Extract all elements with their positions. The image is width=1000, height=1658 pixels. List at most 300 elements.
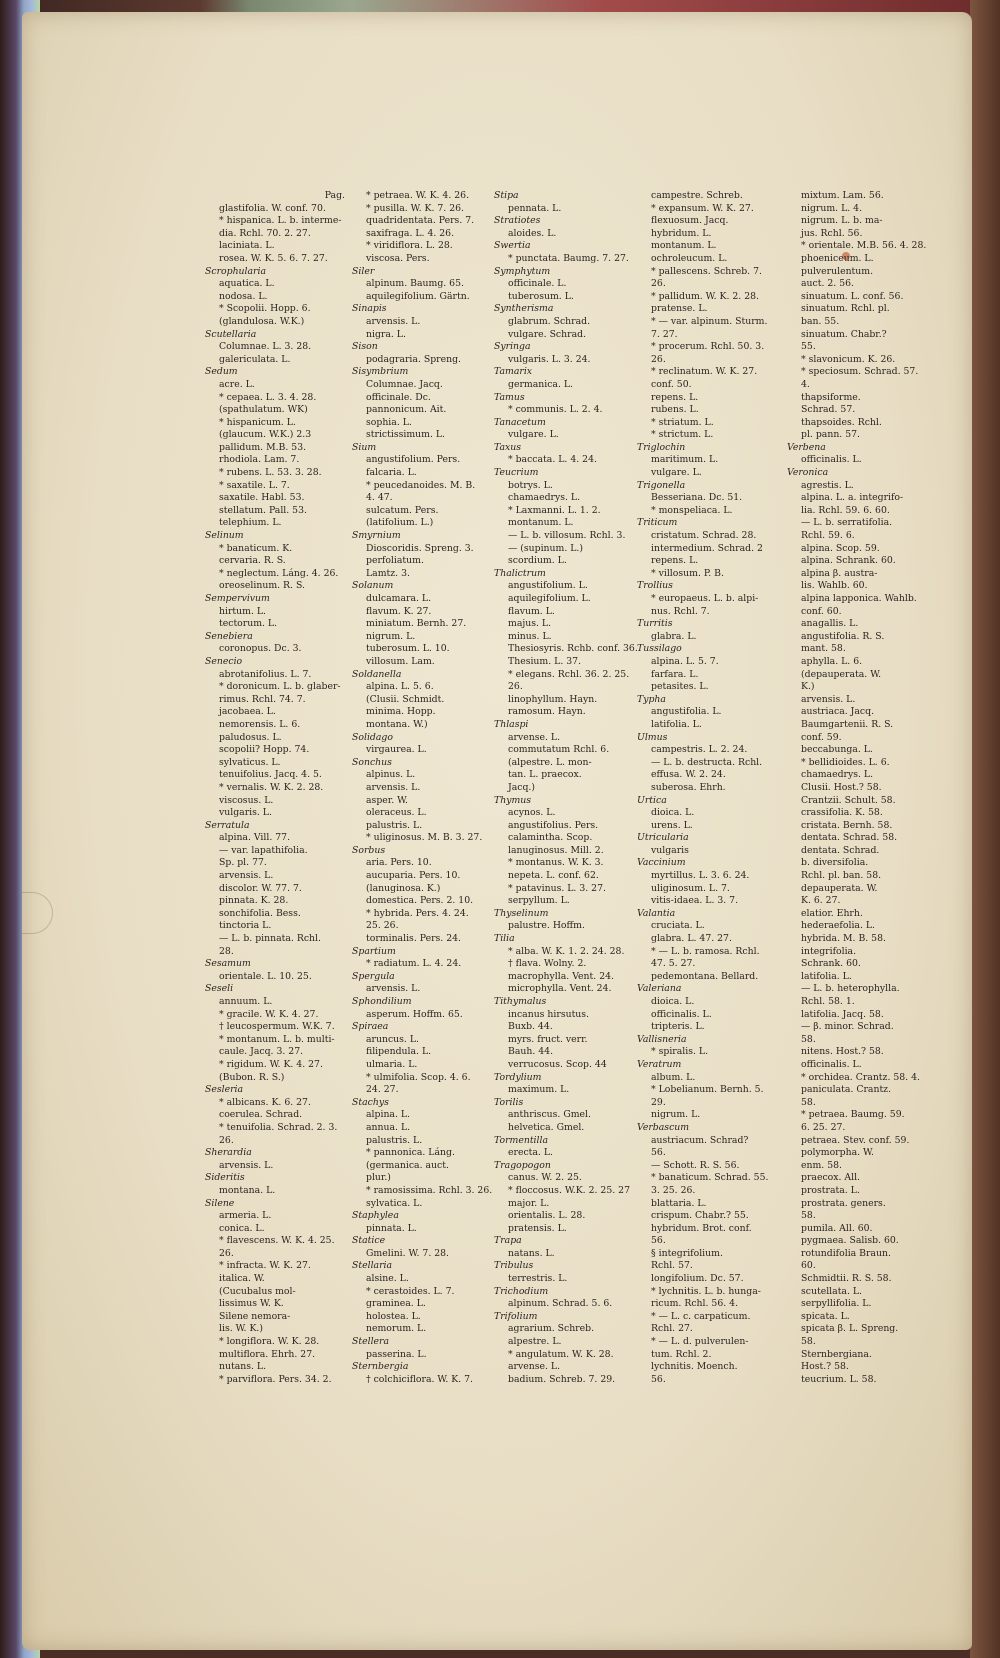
index-line: agrarium. Schreb. bbox=[508, 1323, 595, 1335]
index-line: palustris. L. bbox=[366, 1134, 423, 1146]
index-line: virgaurea. L. bbox=[366, 744, 427, 756]
index-line: Stratiotes bbox=[494, 215, 541, 227]
index-line: * pannonica. Láng. bbox=[366, 1147, 455, 1159]
index-line: * parviflora. Pers. 34. 2. bbox=[219, 1373, 332, 1385]
index-line: officinalis. L. bbox=[651, 1008, 712, 1020]
index-line: * longiflora. W. K. 28. bbox=[219, 1336, 320, 1348]
index-line: Torilis bbox=[494, 1096, 524, 1108]
index-line: 24. 27. bbox=[366, 1084, 399, 1096]
index-line: (depauperata. W. bbox=[801, 668, 882, 680]
index-line: nemorensis. L. 6. bbox=[219, 718, 301, 730]
index-line: * ramosissima. Rchl. 3. 26. bbox=[366, 1184, 493, 1196]
index-line: — var. lapathifolia. bbox=[219, 844, 308, 856]
index-line: Veratrum bbox=[637, 1058, 682, 1070]
index-line: * gracile. W. K. 4. 27. bbox=[219, 1008, 319, 1020]
index-line: asperum. Hoffm. 65. bbox=[366, 1008, 463, 1020]
index-line: spicata. L. bbox=[801, 1310, 850, 1322]
index-line: Sorbus bbox=[352, 844, 386, 856]
index-line: 29. bbox=[651, 1096, 666, 1108]
index-line: Tragopogon bbox=[494, 1159, 551, 1171]
index-line: rosea. W. K. 5. 6. 7. 27. bbox=[219, 252, 328, 264]
index-line: Siler bbox=[352, 265, 375, 277]
index-line: Bauh. 44. bbox=[508, 1046, 554, 1058]
index-line: urens. L. bbox=[651, 819, 693, 831]
index-line: pl. pann. 57. bbox=[801, 429, 860, 441]
index-line: Stellaria bbox=[352, 1260, 393, 1272]
index-line: flexuosum. Jacq. bbox=[651, 215, 729, 227]
index-column-4 bbox=[637, 190, 795, 1386]
index-line: Columnae. Jacq. bbox=[366, 378, 443, 390]
index-line: Clusii. Host.? 58. bbox=[801, 781, 882, 793]
index-line: nigrum. L. bbox=[651, 1109, 701, 1121]
index-line: thapsoides. Rchl. bbox=[801, 416, 882, 428]
index-line: villosum. Lam. bbox=[366, 655, 435, 667]
index-line: botrys. L. bbox=[508, 479, 553, 491]
index-line: arvensis. L. bbox=[366, 781, 421, 793]
index-line: angustifolia. R. S. bbox=[801, 630, 885, 642]
index-line: discolor. W. 77. 7. bbox=[219, 882, 302, 894]
index-line: 25. 26. bbox=[366, 920, 399, 932]
index-line: * peucedanoides. M. B. bbox=[366, 479, 476, 491]
index-line: pinnata. L. bbox=[366, 1222, 417, 1234]
index-line: * uliginosus. M. B. 3. 27. bbox=[366, 832, 483, 844]
index-line: flavum. K. 27. bbox=[366, 605, 432, 617]
index-line: * petraea. Baumg. 59. bbox=[801, 1109, 905, 1121]
index-line: commutatum Rchl. 6. bbox=[508, 744, 610, 756]
index-line: * radiatum. L. 4. 24. bbox=[366, 958, 462, 970]
index-line: sonchifolia. Bess. bbox=[219, 907, 301, 919]
index-line: alpina. L. a. integrifo- bbox=[801, 492, 904, 504]
index-line: * angulatum. W. K. 28. bbox=[508, 1348, 614, 1360]
index-line: glastifolia. W. conf. 70. bbox=[219, 202, 326, 214]
index-line: integrifolia. bbox=[801, 945, 857, 957]
index-line: K. 6. 27. bbox=[801, 895, 841, 907]
index-line: Vaccinium bbox=[637, 857, 686, 869]
index-line: austriaca. Jacq. bbox=[801, 706, 875, 718]
index-line: Host.? 58. bbox=[801, 1361, 849, 1373]
index-line: Verbena bbox=[787, 441, 826, 453]
index-line: Rchl. 27. bbox=[651, 1323, 693, 1335]
index-line: Tilia bbox=[494, 933, 515, 945]
index-line: 28. bbox=[219, 945, 234, 957]
index-line: hybrida. M. B. 58. bbox=[801, 933, 886, 945]
index-line: lis. Wahlb. 60. bbox=[801, 580, 868, 592]
index-line: * orientale. M.B. 56. 4. 28. bbox=[801, 240, 927, 252]
index-line: Dioscoridis. Spreng. 3. bbox=[366, 542, 474, 554]
index-line: Trichodium bbox=[494, 1285, 549, 1297]
index-line: 4. 47. bbox=[366, 492, 393, 504]
index-line: alpestre. L. bbox=[508, 1336, 562, 1348]
index-line: crispum. Chabr.? 55. bbox=[651, 1210, 749, 1222]
index-line: minus. L. bbox=[508, 630, 552, 642]
index-line: * pallescens. Schreb. 7. bbox=[651, 265, 762, 277]
index-line: Smyrnium bbox=[352, 530, 401, 542]
index-line: hirtum. L. bbox=[219, 605, 266, 617]
index-line: montana. W.) bbox=[366, 718, 428, 730]
index-line: armeria. L. bbox=[219, 1210, 272, 1222]
index-line: 26. bbox=[219, 1134, 234, 1146]
index-line: vulgare. Schrad. bbox=[508, 328, 587, 340]
index-line: Besseriana. Dc. 51. bbox=[651, 492, 743, 504]
index-line: viscosus. L. bbox=[219, 794, 274, 806]
index-line: elatior. Ehrh. bbox=[801, 907, 863, 919]
index-line: Spartium bbox=[352, 945, 396, 957]
index-line: * — L. c. carpaticum. bbox=[651, 1310, 751, 1322]
index-line: vulgare. L. bbox=[508, 429, 559, 441]
index-line: * — L. b. ramosa. Rchl. bbox=[651, 945, 760, 957]
index-line: Lamtz. 3. bbox=[366, 567, 410, 579]
index-line: ban. 55. bbox=[801, 315, 840, 327]
index-line: lissimus W. K. bbox=[219, 1298, 284, 1310]
index-line: alpinum. Baumg. 65. bbox=[366, 278, 464, 290]
index-line: austriacum. Schrad? bbox=[651, 1134, 749, 1146]
index-line: * strictum. L. bbox=[651, 429, 714, 441]
index-line: montanum. L. bbox=[651, 240, 717, 252]
index-line: acre. L. bbox=[219, 378, 255, 390]
index-line: K.) bbox=[801, 681, 815, 693]
index-line: alpina. Vill. 77. bbox=[219, 832, 291, 844]
index-line: incanus hirsutus. bbox=[508, 1008, 590, 1020]
index-line: * rubens. L. 53. 3. 28. bbox=[219, 467, 322, 479]
index-line: * infracta. W. K. 27. bbox=[219, 1260, 311, 1272]
book-page bbox=[22, 12, 972, 1650]
index-line: Schrank. 60. bbox=[801, 958, 861, 970]
index-line: anthriscus. Gmel. bbox=[508, 1109, 591, 1121]
index-line: * montanum. L. b. multi- bbox=[219, 1033, 335, 1045]
index-line: Ulmus bbox=[637, 731, 668, 743]
index-line: (glaucum. W.K.) 2.3 bbox=[219, 429, 312, 441]
index-line: Tussilago bbox=[637, 643, 682, 655]
index-line: viscosa. Pers. bbox=[366, 252, 430, 264]
index-line: lia. Rchl. 59. 6. 60. bbox=[801, 504, 890, 516]
index-line: (germanica. auct. bbox=[366, 1159, 449, 1171]
index-line: dulcamara. L. bbox=[366, 593, 432, 604]
index-line: scopolii? Hopp. 74. bbox=[219, 744, 310, 756]
index-line: jacobaea. L. bbox=[219, 706, 276, 718]
index-line: tan. L. praecox. bbox=[508, 769, 582, 781]
index-line: Selinum bbox=[205, 530, 244, 542]
index-line: 6. 25. 27. bbox=[801, 1121, 846, 1133]
index-line: Valeriana bbox=[637, 983, 682, 995]
index-line: Pag. bbox=[324, 190, 345, 201]
index-line: palustris. L. bbox=[366, 819, 423, 831]
index-line: — L. b. heterophylla. bbox=[801, 983, 900, 995]
index-line: Sideritis bbox=[205, 1172, 245, 1184]
index-line: Urtica bbox=[637, 794, 667, 806]
index-line: pygmaea. Salisb. 60. bbox=[801, 1235, 899, 1247]
index-line: Syntherisma bbox=[494, 303, 554, 315]
index-line: * viridiflora. L. 28. bbox=[366, 240, 453, 252]
index-line: quadridentata. Pers. 7. bbox=[366, 215, 475, 227]
index-line: vitis-idaea. L. 3. 7. bbox=[651, 895, 739, 907]
index-line: Utricularia bbox=[637, 832, 689, 844]
index-line: * cepaea. L. 3. 4. 28. bbox=[219, 391, 317, 403]
index-line: mant. 58. bbox=[801, 643, 846, 655]
index-line: arvensis. L. bbox=[366, 983, 421, 995]
index-line: Symphytum bbox=[494, 265, 551, 277]
index-line: dioica. L. bbox=[651, 996, 695, 1007]
index-line: tectorum. L. bbox=[219, 618, 278, 630]
index-line: 58. bbox=[801, 1210, 816, 1222]
index-line: officinalis. L. bbox=[801, 454, 862, 466]
index-column-2 bbox=[352, 190, 510, 1386]
index-line: terrestris. L. bbox=[508, 1273, 568, 1285]
index-line: petraea. Stev. conf. 59. bbox=[801, 1134, 910, 1146]
index-line: longifolium. Dc. 57. bbox=[651, 1273, 744, 1285]
index-line: * Laxmanni. L. 1. 2. bbox=[508, 504, 601, 516]
index-line: * tenuifolia. Schrad. 2. 3. bbox=[219, 1121, 338, 1133]
index-line: Seseli bbox=[205, 983, 234, 995]
index-line: intermedium. Schrad. 2 bbox=[651, 542, 763, 554]
index-line: Staphylea bbox=[352, 1210, 399, 1222]
index-line: filipendula. L. bbox=[366, 1046, 432, 1058]
index-line: anagallis. L. bbox=[801, 618, 859, 630]
index-line: 56. bbox=[651, 1373, 666, 1385]
index-line: * flavescens. W. K. 4. 25. bbox=[219, 1235, 335, 1247]
index-line: pennata. L. bbox=[508, 202, 562, 214]
index-line: aphylla. L. 6. bbox=[801, 655, 863, 667]
index-line: vulgaris bbox=[651, 844, 689, 856]
index-line: glabra. L. bbox=[651, 630, 697, 642]
index-line: Thyselinum bbox=[494, 907, 549, 919]
index-line: Thymus bbox=[494, 794, 532, 806]
index-line: Valantia bbox=[637, 907, 676, 919]
index-line: angustifolius. Pers. bbox=[508, 819, 599, 831]
index-line: falcaria. L. bbox=[366, 467, 417, 479]
index-line: major. L. bbox=[508, 1197, 550, 1209]
index-line: tripteris. L. bbox=[651, 1021, 705, 1033]
index-line: majus. L. bbox=[508, 618, 552, 630]
index-line: * orchidea. Crantz. 58. 4. bbox=[801, 1071, 920, 1083]
index-line: Stipa bbox=[494, 190, 519, 201]
index-line: pratense. L. bbox=[651, 303, 708, 315]
index-line: maritimum. L. bbox=[651, 454, 719, 466]
index-line: * procerum. Rchl. 50. 3. bbox=[651, 341, 765, 353]
index-line: asper. W. bbox=[366, 794, 408, 806]
index-line: aquatica. L. bbox=[219, 278, 275, 290]
index-line: * bellidioides. L. 6. bbox=[801, 756, 890, 768]
index-line: nemorum. L. bbox=[366, 1323, 427, 1335]
index-line: Solidago bbox=[352, 731, 393, 743]
index-line: — (supinum. L.) bbox=[508, 542, 584, 554]
index-line: caule. Jacq. 3. 27. bbox=[219, 1046, 304, 1058]
index-line: * communis. L. 2. 4. bbox=[508, 404, 603, 416]
background-right-edge bbox=[970, 0, 1000, 1658]
index-line: arvensis. L. bbox=[366, 315, 421, 327]
index-line: Serratula bbox=[205, 819, 250, 831]
index-line: 26. bbox=[651, 278, 666, 290]
index-line: hybridum. Brot. conf. bbox=[651, 1222, 752, 1234]
index-line: stellatum. Pall. 53. bbox=[219, 504, 307, 516]
index-line: arvensis. L. bbox=[219, 870, 274, 882]
index-line: * saxatile. L. 7. bbox=[219, 479, 290, 491]
index-line: scutellata. L. bbox=[801, 1285, 863, 1297]
index-line: arvense. L. bbox=[508, 731, 561, 743]
index-line: oreoselinum. R. S. bbox=[219, 580, 305, 592]
index-line: † leucospermum. W.K. 7. bbox=[219, 1021, 335, 1033]
index-line: pumila. All. 60. bbox=[801, 1222, 873, 1234]
index-line: Stachys bbox=[352, 1096, 389, 1108]
index-line: Tamus bbox=[494, 391, 525, 403]
index-line: pallidum. M.B. 53. bbox=[219, 441, 307, 453]
index-line: Tithymalus bbox=[494, 996, 547, 1007]
index-line: * alba. W. K. 1. 2. 24. 28. bbox=[508, 945, 625, 957]
index-line: Crantzii. Schult. 58. bbox=[801, 794, 896, 806]
index-line: * hybrida. Pers. 4. 24. bbox=[366, 907, 469, 919]
index-line: pannonicum. Ait. bbox=[366, 404, 447, 416]
index-line: Thesiosyris. Rchb. conf. 36. bbox=[508, 643, 638, 655]
index-line: 26. bbox=[508, 681, 523, 693]
index-line: Teucrium bbox=[494, 467, 539, 479]
index-line: * hispanicum. L. bbox=[219, 416, 296, 428]
index-line: Sternbergia bbox=[352, 1361, 409, 1373]
index-line: dentata. Schrad. bbox=[801, 844, 880, 856]
index-line: Schmidtii. R. S. 58. bbox=[801, 1273, 892, 1285]
index-line: microphylla. Vent. 24. bbox=[508, 983, 612, 995]
index-line: thapsiforme. bbox=[801, 391, 861, 403]
index-line: * villosum. P. B. bbox=[651, 567, 724, 579]
index-line: aria. Pers. 10. bbox=[366, 857, 432, 869]
index-line: angustifolia. L. bbox=[651, 706, 722, 718]
index-line: cristatum. Schrad. 28. bbox=[651, 530, 757, 542]
index-line: serpyllifolia. L. bbox=[801, 1298, 872, 1310]
index-line: rubens. L. bbox=[651, 404, 699, 416]
index-line: ulmaria. L. bbox=[366, 1058, 418, 1070]
index-line: cruciata. L. bbox=[651, 920, 705, 932]
index-line: conf. 60. bbox=[801, 605, 842, 617]
index-line: alpina. L. 5. 6. bbox=[366, 681, 434, 693]
index-line: coronopus. Dc. 3. bbox=[219, 643, 302, 655]
index-line: lychnitis. Moench. bbox=[651, 1361, 738, 1373]
index-line: calamintha. Scop. bbox=[508, 832, 593, 844]
index-line: phoeniceum. L. bbox=[801, 252, 874, 264]
index-line: sulcatum. Pers. bbox=[366, 504, 439, 516]
index-line: tuberosum. L. 10. bbox=[366, 643, 450, 655]
index-line: lis. W. K.) bbox=[219, 1323, 263, 1335]
index-line: macrophylla. Vent. 24. bbox=[508, 970, 614, 982]
index-line: maximum. L. bbox=[508, 1084, 570, 1096]
index-line: paniculata. Crantz. bbox=[801, 1084, 892, 1096]
index-line: (latifolium. L.) bbox=[366, 517, 434, 529]
index-line: * europaeus. L. b. alpi- bbox=[651, 593, 759, 604]
index-line: rotundifolia Braun. bbox=[801, 1247, 891, 1259]
index-line: nitens. Host.? 58. bbox=[801, 1046, 884, 1058]
index-line: montanum. L. bbox=[508, 517, 574, 529]
index-line: Trollius bbox=[637, 580, 673, 592]
index-line: conica. L. bbox=[219, 1222, 265, 1234]
index-line: Triticum bbox=[637, 517, 678, 529]
index-line: Buxb. 44. bbox=[508, 1021, 553, 1033]
index-line: (glandulosa. W.K.) bbox=[219, 315, 305, 327]
index-line: cristata. Bernh. 58. bbox=[801, 819, 893, 831]
index-line: Silene nemora- bbox=[219, 1310, 291, 1322]
index-line: 26. bbox=[219, 1247, 234, 1259]
index-line: * doronicum. L. b. glaber- bbox=[219, 681, 341, 693]
index-line: italica. W. bbox=[219, 1273, 265, 1285]
index-line: nepeta. L. conf. 62. bbox=[508, 870, 599, 882]
page-crease bbox=[22, 892, 53, 934]
index-line: aucuparia. Pers. 10. bbox=[366, 870, 461, 882]
index-line: farfara. L. bbox=[651, 668, 699, 680]
index-line: Sison bbox=[352, 341, 378, 353]
index-line: Sonchus bbox=[352, 756, 392, 768]
index-line: § integrifolium. bbox=[651, 1247, 723, 1259]
index-line: officinalis. L. bbox=[801, 1058, 862, 1070]
index-line: graminea. L. bbox=[366, 1298, 426, 1310]
index-line: laciniata. L. bbox=[219, 240, 275, 252]
index-line: depauperata. W. bbox=[801, 882, 878, 894]
index-line: tuberosum. L. bbox=[508, 290, 574, 302]
index-line: Statice bbox=[352, 1235, 386, 1247]
index-line: Silene bbox=[205, 1197, 235, 1209]
index-line: petasites. L. bbox=[651, 681, 709, 693]
index-line: Schrad. 57. bbox=[801, 404, 856, 416]
index-line: torminalis. Pers. 24. bbox=[366, 933, 461, 945]
index-line: sylvatica. L. bbox=[366, 1197, 423, 1209]
index-line: * — L. d. pulverulen- bbox=[651, 1336, 749, 1348]
index-line: nigra. L. bbox=[366, 328, 406, 340]
index-line: rhodiola. Lam. 7. bbox=[219, 454, 300, 466]
index-line: aruncus. L. bbox=[366, 1033, 419, 1045]
index-line: prostrata. geners. bbox=[801, 1197, 886, 1209]
index-line: saxifraga. L. 4. 26. bbox=[366, 227, 455, 239]
index-line: * slavonicum. K. 26. bbox=[801, 353, 896, 365]
index-line: holostea. L. bbox=[366, 1310, 421, 1322]
index-line: Sempervivum bbox=[205, 593, 270, 604]
index-line: Soldanella bbox=[352, 668, 402, 680]
index-line: 60. bbox=[801, 1260, 816, 1272]
index-line: pratensis. L. bbox=[508, 1222, 567, 1234]
index-line: alsine. L. bbox=[366, 1273, 409, 1285]
index-line: blattaria. L. bbox=[651, 1197, 707, 1209]
index-column-1 bbox=[205, 190, 363, 1386]
index-line: vulgare. L. bbox=[651, 467, 702, 479]
index-line: minima. Hopp. bbox=[366, 706, 436, 718]
index-line: 4. bbox=[801, 378, 810, 390]
index-line: * banaticum. Schrad. 55. bbox=[651, 1172, 769, 1184]
index-line: abrotanifolius. L. 7. bbox=[219, 668, 312, 680]
index-line: 55. bbox=[801, 341, 816, 353]
index-line: officinale. Dc. bbox=[366, 391, 431, 403]
index-line: Thalictrum bbox=[494, 567, 546, 579]
index-line: polymorpha. W. bbox=[801, 1147, 874, 1159]
index-line: Tribulus bbox=[494, 1260, 534, 1272]
index-line: arvense. L. bbox=[508, 1361, 561, 1373]
index-line: domestica. Pers. 2. 10. bbox=[366, 895, 474, 907]
index-line: nodosa. L. bbox=[219, 290, 268, 302]
index-line: * elegans. Rchl. 36. 2. 25. bbox=[508, 668, 630, 680]
index-line: praecox. All. bbox=[801, 1172, 861, 1184]
index-line: tum. Rchl. 2. bbox=[651, 1348, 712, 1360]
index-line: Vallisneria bbox=[637, 1033, 687, 1045]
index-line: conf. 59. bbox=[801, 731, 842, 743]
index-line: dia. Rchl. 70. 2. 27. bbox=[219, 227, 311, 239]
index-line: (Bubon. R. S.) bbox=[219, 1071, 285, 1083]
index-line: glabrum. Schrad. bbox=[508, 315, 591, 327]
index-line: aloides. L. bbox=[508, 227, 557, 239]
index-line: vulgaris. L. 3. 24. bbox=[508, 353, 591, 365]
index-line: 56. bbox=[651, 1147, 666, 1159]
index-line: germanica. L. bbox=[508, 378, 574, 390]
index-line: Thesium. L. 37. bbox=[508, 655, 582, 667]
index-line: perfoliatum. bbox=[366, 555, 424, 567]
index-line: Syringa bbox=[494, 341, 531, 353]
index-line: repens. L. bbox=[651, 555, 699, 567]
index-line: Scrophularia bbox=[205, 265, 267, 277]
index-line: alpinus. L. bbox=[366, 769, 416, 781]
index-line: crassifolia. K. 58. bbox=[801, 807, 883, 819]
index-line: (alpestre. L. mon- bbox=[508, 756, 592, 768]
